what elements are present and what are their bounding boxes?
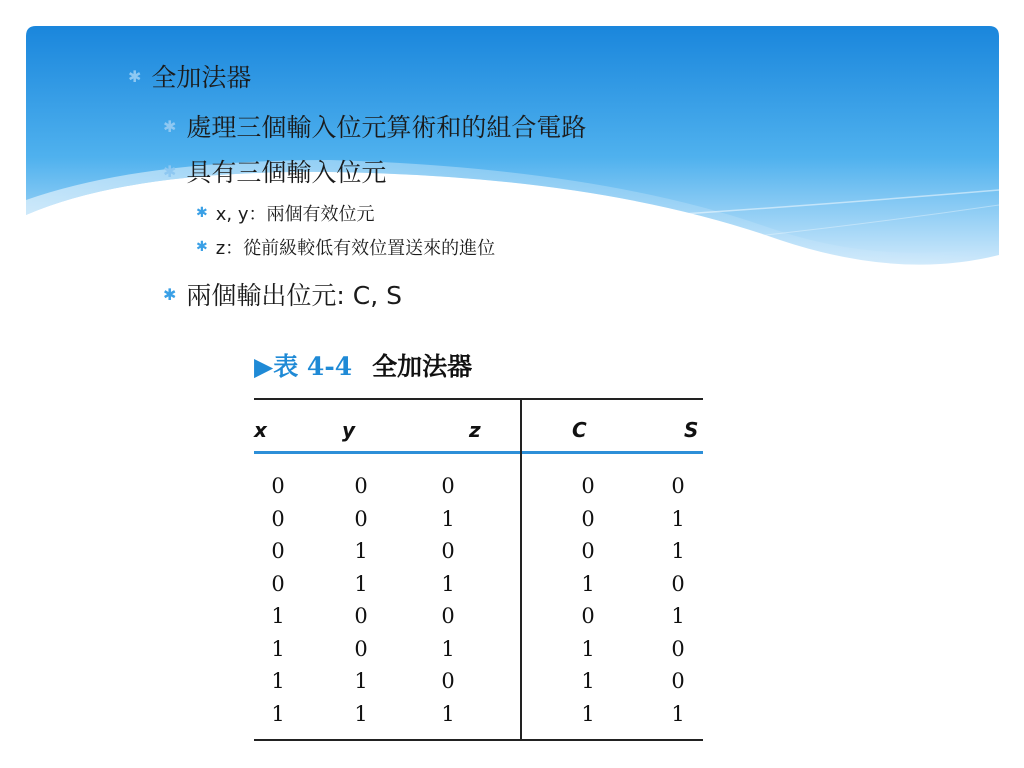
table-cell: 0: [354, 506, 368, 531]
table-cell: 1: [441, 571, 455, 596]
bottom-rule: [254, 739, 703, 741]
table-cell: 0: [441, 669, 455, 693]
table-cell: 1: [581, 571, 595, 596]
table-cell: 1: [271, 604, 285, 628]
bullet-star-icon: ✱: [163, 284, 177, 304]
table-cell: 1: [581, 701, 595, 726]
table-cell: 0: [354, 474, 368, 498]
header-cell-z: z: [469, 418, 481, 442]
table-cell: 0: [671, 669, 685, 693]
table-cell: 0: [441, 474, 455, 498]
table-cell: 1: [271, 669, 285, 693]
table-cell: 1: [354, 571, 368, 596]
table-cell: 0: [271, 571, 285, 596]
header-rule: [254, 451, 703, 454]
table-cell: 0: [671, 571, 685, 596]
table-cell: 1: [581, 636, 595, 661]
bullet-level2: [163, 108, 586, 144]
table-cell: 0: [671, 636, 685, 661]
table-cell: 0: [441, 539, 455, 563]
bullet-star-icon: ✱: [196, 205, 208, 221]
header-banner: [0, 0, 1024, 300]
table-cell: 1: [671, 539, 685, 563]
bullet-star-icon: ✱: [196, 239, 208, 255]
table-name: 全加法器: [372, 352, 473, 381]
table-cell: 0: [271, 474, 285, 498]
table-cell: 0: [581, 474, 595, 498]
table-cell: 0: [271, 539, 285, 563]
divider-line: [520, 398, 522, 741]
bullet-text: z：從前級較低有效位置送來的進位: [215, 238, 496, 259]
bullet-star-icon: ✱: [163, 161, 177, 181]
truth-table: [254, 398, 703, 743]
bullet-star-icon: ✱: [163, 116, 177, 136]
bullet-level2: [163, 153, 386, 189]
bullet-level2: [163, 276, 402, 312]
table-cell: 1: [581, 669, 595, 693]
table-cell: 0: [354, 604, 368, 628]
table-cell: 1: [671, 604, 685, 628]
table-cell: 1: [354, 669, 368, 693]
table-cell: 0: [271, 506, 285, 531]
table-cell: 0: [581, 539, 595, 563]
bullet-text: x, y：兩個有效位元: [215, 204, 375, 225]
table-cell: 1: [441, 701, 455, 726]
header-cell-s: S: [684, 418, 699, 442]
bullet-text: 兩個輸出位元: C, S: [186, 281, 402, 310]
table-cell: 0: [581, 506, 595, 531]
header-cell-y: y: [342, 418, 356, 442]
bullet-star-icon: ✱: [128, 66, 142, 86]
bullet-level1: [128, 58, 251, 94]
table-cell: 0: [441, 604, 455, 628]
bullet-text: 具有三個輸入位元: [186, 158, 387, 187]
bullet-level3: [196, 234, 495, 260]
table-label: ▶表 4-4: [254, 352, 353, 381]
bullet-text: 處理三個輸入位元算術和的組合電路: [186, 113, 587, 142]
table-cell: 1: [354, 701, 368, 726]
table-cell: 0: [671, 474, 685, 498]
table-title: [254, 347, 472, 383]
table-cell: 1: [671, 701, 685, 726]
bullet-level3: [196, 200, 374, 226]
table-cell: 1: [441, 636, 455, 661]
header-cell-x: x: [254, 418, 267, 442]
table-cell: 1: [441, 506, 455, 531]
table-cell: 0: [581, 604, 595, 628]
table-cell: 1: [671, 506, 685, 531]
table-cell: 1: [271, 701, 285, 726]
top-rule: [254, 398, 703, 400]
header-cell-c: C: [572, 418, 587, 442]
table-cell: 1: [271, 636, 285, 661]
table-cell: 1: [354, 539, 368, 563]
bullet-text: 全加法器: [151, 63, 252, 92]
table-cell: 0: [354, 636, 368, 661]
